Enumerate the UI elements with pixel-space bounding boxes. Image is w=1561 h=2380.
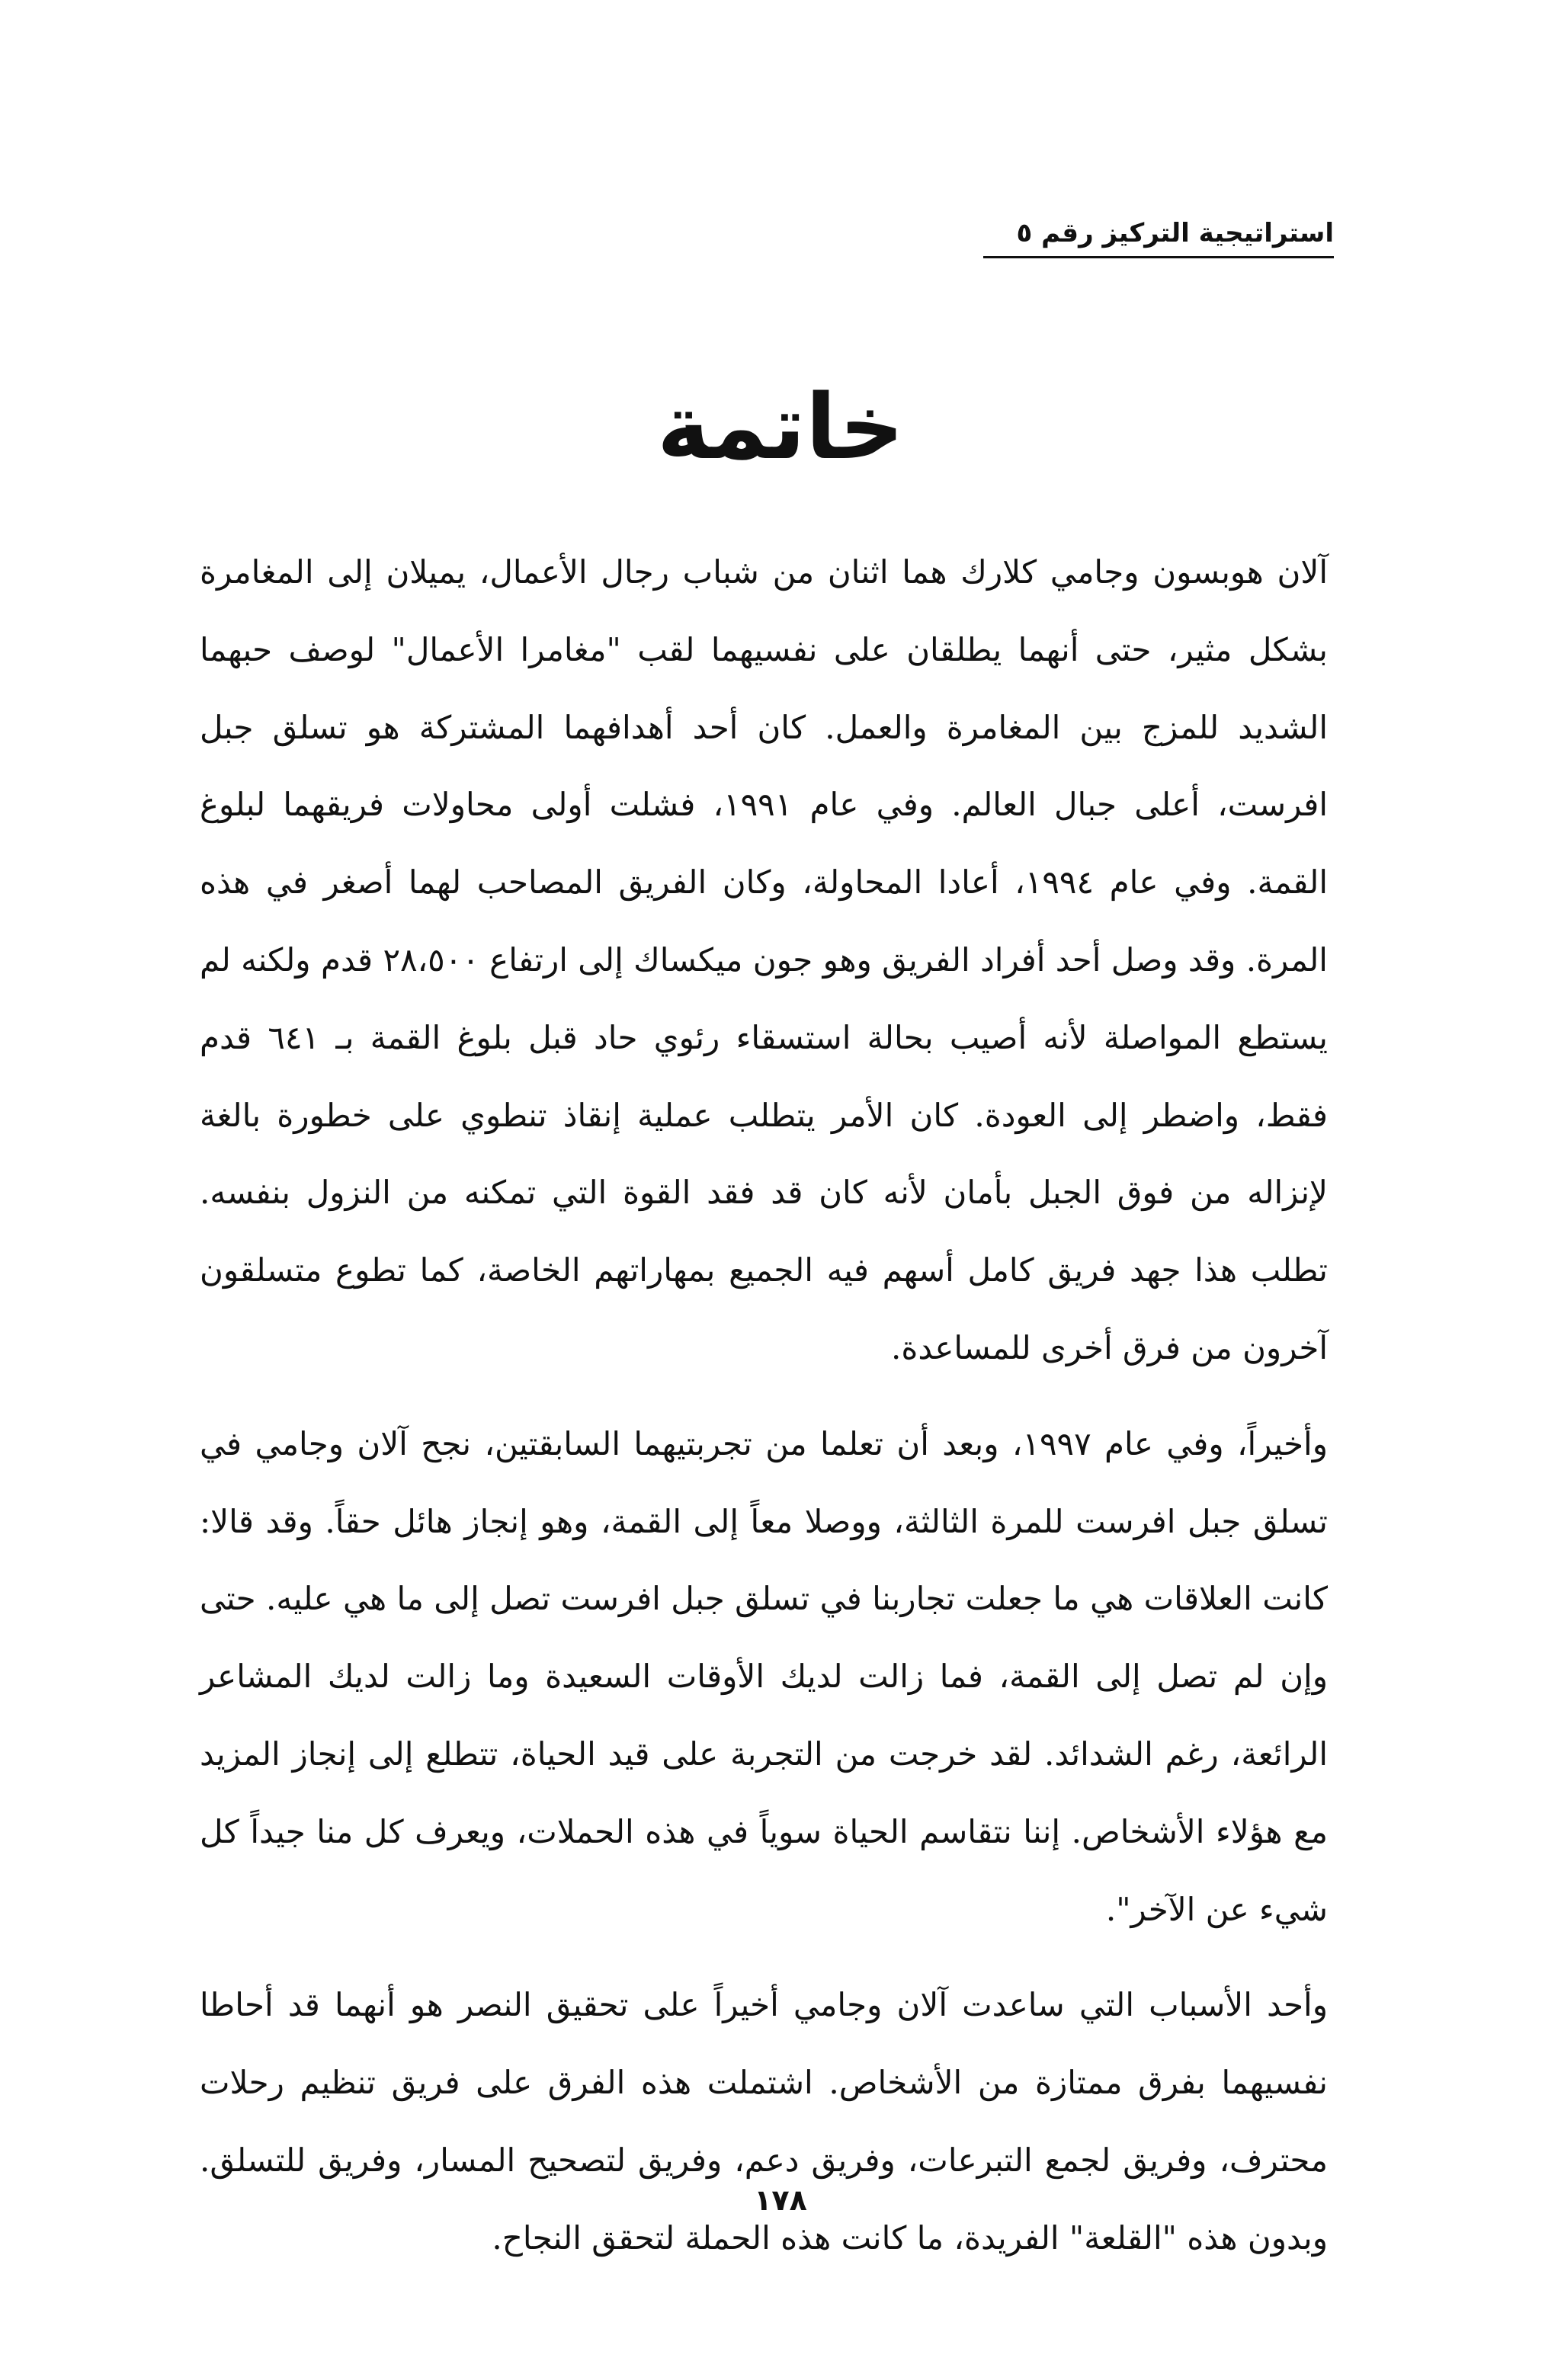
paragraph: آلان هوبسون وجامي كلارك هما اثنان من شباب رجال الأعمال، يميلان إلى المغامرة بشكل مثير، حتى أنهما يطلقان على نفسيهما لقب "مغامرا الأعمال" لوصف حبهما الشديد للمزج بين المغامرة والعمل. كان أحد أهدافهما المشتركة هو تسلق جبل افرست، أعلى جبال العالم. وفي عام ١٩٩١، فشلت أولى محاولات فريقهما لبلوغ القمة. وفي عام ١٩٩٤، أعادا المحاولة، وكان الفريق المصاحب لهما أصغر في هذه المرة. وقد وصل أحد أفراد الفريق وهو جون ميكساك إلى ارتفاع ٢٨،٥٠٠ قدم ولكنه لم يستطع المواصلة لأنه أصيب بحالة استسقاء رئوي حاد قبل بلوغ القمة بـ ٦٤١ قدم فقط، واضطر إلى العودة. كان الأمر يتطلب عملية إنقاذ تنطوي على خطورة بالغة لإنزاله من فوق الجبل بأمان لأنه كان قد فقد القوة التي تمكنه من النزول بنفسه. تطلب هذا جهد فريق كامل أسهم فيه الجميع بمهاراتهم الخاصة، كما تطوع متسلقون آخرون من فرق أخرى للمساعدة.	[200, 553, 1328, 1366]
paragraph: وأحد الأسباب التي ساعدت آلان وجامي أخيراً على تحقيق النصر هو أنهما قد أحاطا نفسيهما بفرق ممتازة من الأشخاص. اشتملت هذه الفرق على فريق تنظيم رحلات محترف، وفريق لجمع التبرعات، وفريق دعم، وفريق لتصحيح المسار، وفريق للتسلق. وبدون هذه "القلعة" الفريدة، ما كانت هذه الحملة لتحقق النجاح.	[200, 1986, 1328, 2257]
paragraph: وأخيراً، وفي عام ١٩٩٧، وبعد أن تعلما من تجربتيهما السابقتين، نجح آلان وجامي في تسلق جبل افرست للمرة الثالثة، ووصلا معاً إلى القمة، وهو إنجاز هائل حقاً. وقد قالا: كانت العلاقات هي ما جعلت تجاربنا في تسلق جبل افرست تصل إلى ما هي عليه. حتى وإن لم تصل إلى القمة، فما زالت لديك الأوقات السعيدة وما زالت لديك المشاعر الرائعة، رغم الشدائد. لقد خرجت من التجربة على قيد الحياة، تتطلع إلى إنجاز المزيد مع هؤلاء الأشخاص. إننا نتقاسم الحياة سوياً في هذه الحملات، ويعرف كل منا جيداً كل شيء عن الآخر".	[200, 1424, 1328, 1928]
running-header: استراتيجية التركيز رقم ٥	[983, 216, 1334, 258]
page-number: ١٧٨	[754, 2183, 807, 2217]
chapter-title: خاتمة	[656, 374, 905, 479]
body-text	[200, 533, 1328, 2277]
